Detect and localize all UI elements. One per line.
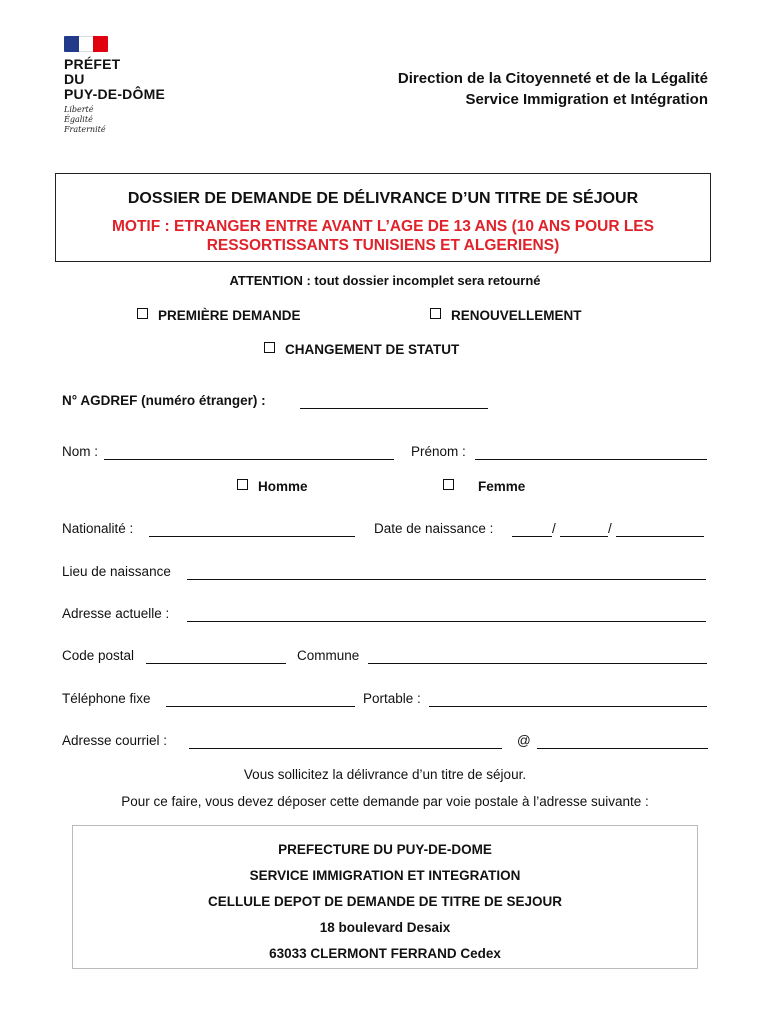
- header-service: Service Immigration et Intégration: [465, 91, 708, 108]
- address-line: SERVICE IMMIGRATION ET INTEGRATION: [249, 868, 521, 883]
- prefecture-logo: [64, 36, 194, 135]
- french-flag-icon: [64, 36, 108, 52]
- agdref-label: N° AGDREF (numéro étranger) :: [62, 393, 266, 408]
- checkbox-homme[interactable]: [237, 479, 248, 490]
- address-line: PREFECTURE DU PUY-DE-DOME: [278, 842, 492, 857]
- code-postal-label: Code postal: [62, 648, 135, 663]
- document-title: DOSSIER DE DEMANDE DE DÉLIVRANCE D’UN TITRE DE SÉJOUR: [127, 190, 639, 207]
- option-femme[interactable]: Femme: [443, 479, 525, 494]
- prenom-label: Prénom :: [411, 444, 466, 459]
- republic-motto: Liberté Égalité Fraternité: [64, 105, 106, 134]
- nationalite-field[interactable]: [149, 536, 355, 537]
- lieu-naissance-field[interactable]: [187, 579, 706, 580]
- option-status-change[interactable]: CHANGEMENT DE STATUT: [264, 342, 459, 357]
- instruction-line-1: Vous sollicitez la délivrance d’un titre de séjour.: [243, 767, 527, 782]
- nom-label: Nom :: [62, 444, 99, 459]
- commune-label: Commune: [297, 648, 360, 663]
- checkbox-status-change[interactable]: [264, 342, 275, 353]
- date-separator: /: [608, 521, 612, 536]
- title-box: [55, 173, 711, 262]
- courriel-label: Adresse courriel :: [62, 733, 168, 748]
- option-first-request[interactable]: PREMIÈRE DEMANDE: [137, 308, 301, 323]
- agdref-field[interactable]: [300, 408, 488, 409]
- address-line: CELLULE DEPOT DE DEMANDE DE TITRE DE SEJOUR: [207, 894, 563, 909]
- nationalite-label: Nationalité :: [62, 521, 134, 536]
- address-line: 63033 CLERMONT FERRAND Cedex: [269, 946, 501, 961]
- date-naissance-label: Date de naissance :: [374, 521, 494, 536]
- adresse-label: Adresse actuelle :: [62, 606, 170, 621]
- birth-year-field[interactable]: [616, 536, 704, 537]
- address-line: 18 boulevard Desaix: [319, 920, 451, 935]
- courriel-domain-field[interactable]: [537, 748, 708, 749]
- commune-field[interactable]: [368, 663, 707, 664]
- prenom-field[interactable]: [475, 459, 707, 460]
- at-sign: @: [517, 733, 531, 748]
- option-homme[interactable]: Homme: [237, 479, 308, 494]
- nom-field[interactable]: [104, 459, 394, 460]
- checkbox-femme[interactable]: [443, 479, 454, 490]
- checkbox-renewal[interactable]: [430, 308, 441, 319]
- attention-notice: ATTENTION : tout dossier incomplet sera retourné: [229, 273, 541, 288]
- lieu-naissance-label: Lieu de naissance: [62, 564, 171, 579]
- birth-day-field[interactable]: [512, 536, 552, 537]
- birth-month-field[interactable]: [560, 536, 608, 537]
- department-header: [398, 68, 708, 110]
- courriel-user-field[interactable]: [189, 748, 502, 749]
- portable-label: Portable :: [363, 691, 421, 706]
- prefecture-name: PRÉFET DU PUY-DE-DÔME: [64, 56, 165, 102]
- checkbox-first-request[interactable]: [137, 308, 148, 319]
- code-postal-field[interactable]: [146, 663, 286, 664]
- telephone-field[interactable]: [166, 706, 355, 707]
- option-renewal[interactable]: RENOUVELLEMENT: [430, 308, 582, 323]
- instruction-line-2: Pour ce faire, vous devez déposer cette demande par voie postale à l’adresse suivante :: [121, 794, 649, 809]
- motif-text: MOTIF : ETRANGER ENTRE AVANT L’AGE DE 13 ANS (10 ANS POUR LES RESSORTISSANTS TUNISIENS ET ALGERIENS): [112, 218, 654, 254]
- telephone-label: Téléphone fixe: [62, 691, 151, 706]
- date-separator: /: [552, 521, 556, 536]
- portable-field[interactable]: [429, 706, 707, 707]
- header-direction: Direction de la Citoyenneté et de la Légalité: [397, 70, 708, 87]
- mailing-address-box: [72, 825, 698, 969]
- adresse-field[interactable]: [187, 621, 706, 622]
